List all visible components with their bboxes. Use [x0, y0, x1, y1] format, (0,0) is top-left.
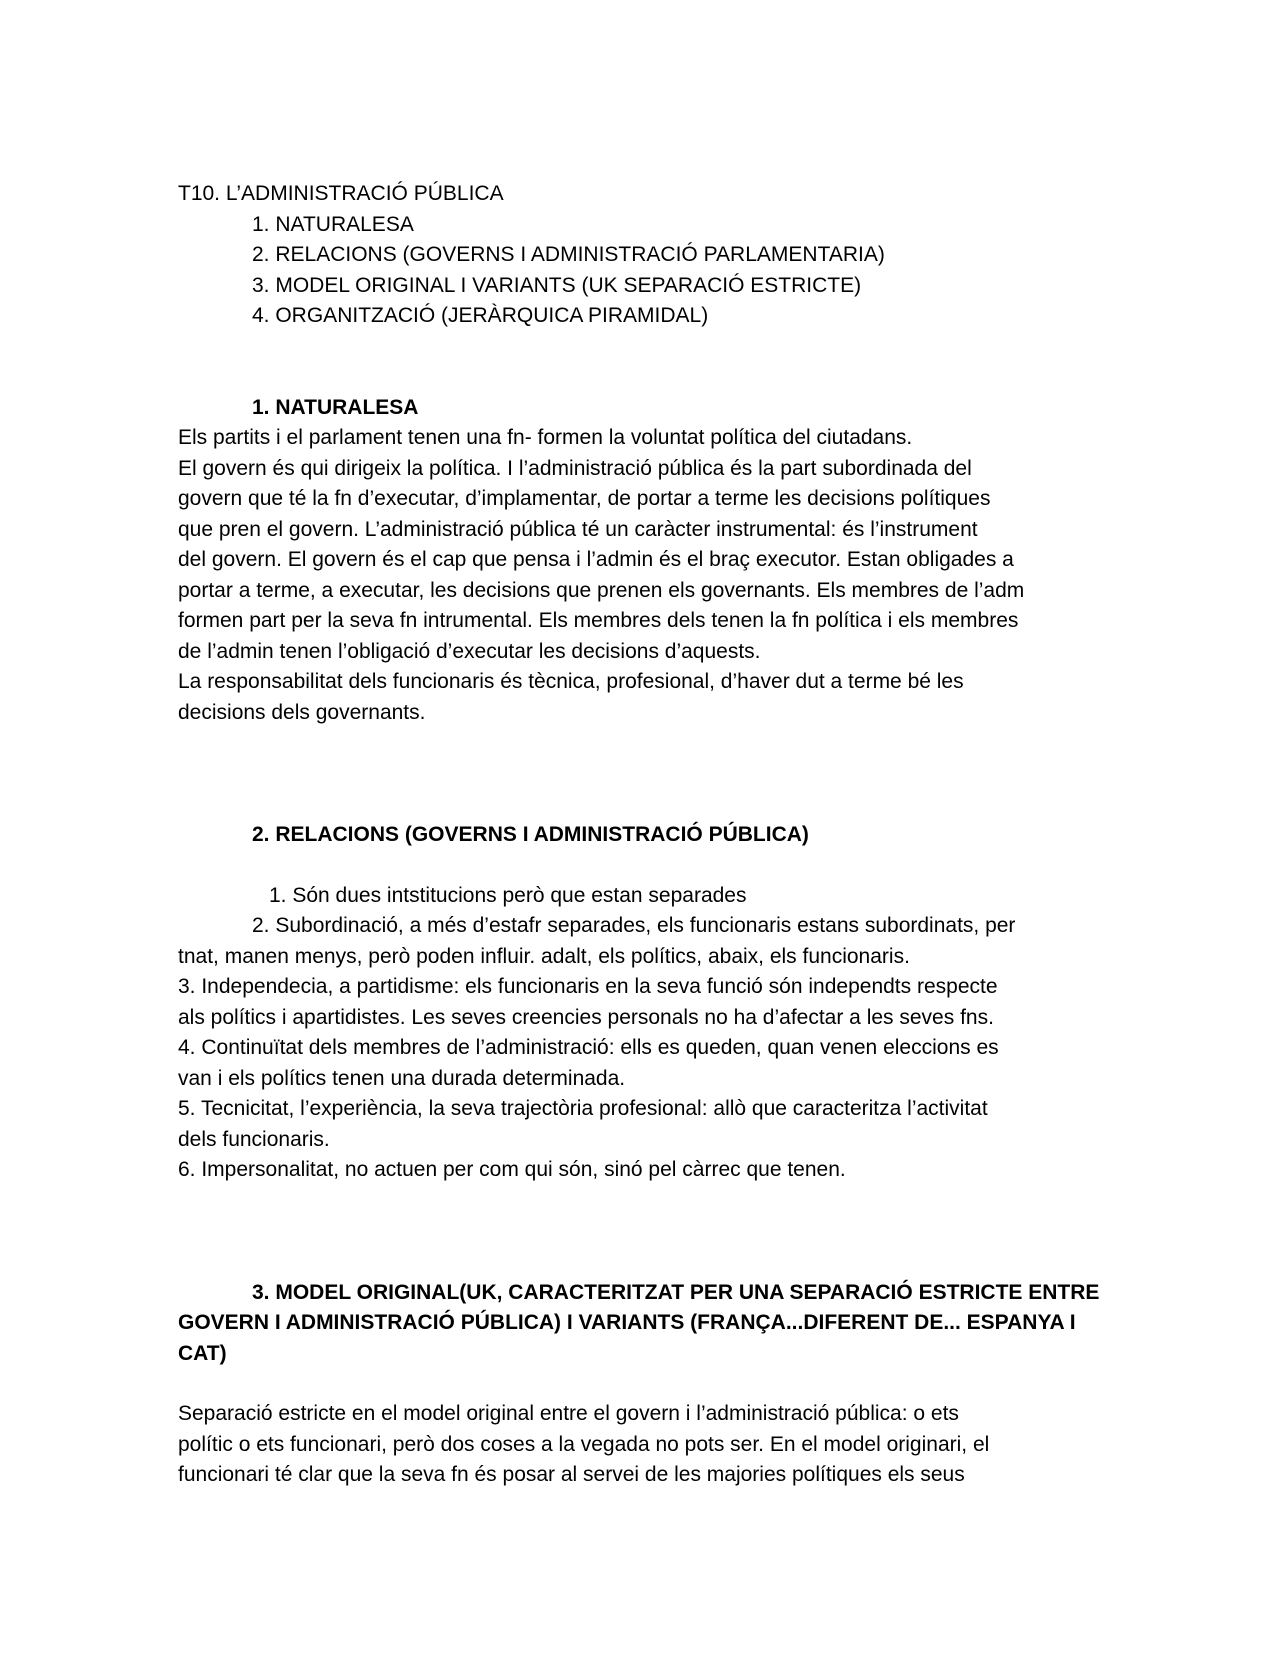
paragraph-line: decisions dels governants.	[178, 700, 426, 724]
paragraph-line: dels funcionaris.	[178, 1127, 330, 1151]
section-heading: 1. NATURALESA	[252, 395, 419, 419]
list-item: 4. Continuïtat dels membres de l’administració: ells es queden, quan venen eleccions es	[178, 1036, 999, 1059]
document-page	[178, 179, 1118, 1491]
list-item: 3. Independecia, a partidisme: els funcionaris en la seva funció són independts respecte	[178, 975, 998, 998]
paragraph-line: portar a terme, a executar, les decisions que prenen els governants. Els membres de l’adm	[178, 578, 1025, 602]
toc-item: 1. NATURALESA	[252, 212, 414, 236]
section-model-original	[178, 1278, 1118, 1491]
paragraph-line: formen part per la seva fn intrumental. Els membres dels tenen la fn política i els membres	[178, 609, 1019, 632]
paragraph-line: Els partits i el parlament tenen una fn- formen la voluntat política del ciutadans.	[178, 426, 913, 449]
section-naturalesa	[178, 393, 1118, 729]
section-relacions	[178, 820, 1118, 1186]
toc-item: 3. MODEL ORIGINAL I VARIANTS (UK SEPARACIÓ ESTRICTE)	[252, 273, 862, 297]
section-heading: CAT)	[178, 1341, 227, 1365]
paragraph-line: El govern és qui dirigeix la política. I l’administració pública és la part subordinada del	[178, 456, 972, 480]
paragraph-line: de l’admin tenen l’obligació d’executar les decisions d’aquests.	[178, 639, 761, 663]
section-heading: 2. RELACIONS (GOVERNS I ADMINISTRACIÓ PÚBLICA)	[252, 823, 809, 846]
paragraph-line: del govern. El govern és el cap que pensa i l’admin és el braç executor. Estan obligades a	[178, 548, 1014, 571]
paragraph-line: funcionari té clar que la seva fn és posar al servei de les majories polítiques els seus	[178, 1463, 965, 1486]
toc-item: 2. RELACIONS (GOVERNS I ADMINISTRACIÓ PARLAMENTARIA)	[252, 243, 885, 266]
section-heading: GOVERN I ADMINISTRACIÓ PÚBLICA) I VARIANTS (FRANÇA...DIFERENT DE... ESPANYA I	[178, 1311, 1076, 1334]
paragraph-line: Separació estricte en el model original entre el govern i l’administració pública: o ets	[178, 1402, 959, 1425]
paragraph-line: govern que té la fn d’executar, d’implamentar, de portar a terme les decisions polítiques	[178, 487, 991, 510]
toc-item: 4. ORGANITZACIÓ (JERÀRQUICA PIRAMIDAL)	[252, 304, 709, 327]
paragraph-line: La responsabilitat dels funcionaris és tècnica, profesional, d’haver dut a terme bé les	[178, 670, 964, 693]
table-of-contents	[178, 210, 1118, 332]
paragraph-line: van i els polítics tenen una durada determinada.	[178, 1066, 626, 1090]
document-title: T10. L’ADMINISTRACIÓ PÚBLICA	[178, 182, 504, 205]
paragraph-line: als polítics i apartidistes. Les seves creencies personals no ha d’afectar a les seves fns.	[178, 1005, 994, 1029]
list-item: 1. Són dues intstitucions però que estan separades	[269, 883, 747, 907]
section-heading: 3. MODEL ORIGINAL(UK, CARACTERITZAT PER UNA SEPARACIÓ ESTRICTE ENTRE	[252, 1280, 1100, 1304]
paragraph-line: que pren el govern. L’administració pública té un caràcter instrumental: és l’instrument	[178, 517, 978, 541]
list-item: 5. Tecnicitat, l’experiència, la seva trajectòria profesional: allò que caracteritza l’activitat	[178, 1097, 988, 1120]
paragraph-line: polític o ets funcionari, però dos coses a la vegada no pots ser. En el model originari, el	[178, 1432, 990, 1456]
list-item: 2. Subordinació, a més d’estafr separades, els funcionaris estans subordinats, per	[252, 914, 1016, 937]
list-item: 6. Impersonalitat, no actuen per com qui són, sinó pel càrrec que tenen.	[178, 1158, 846, 1181]
paragraph-line: tnat, manen menys, però poden influir. adalt, els polítics, abaix, els funcionaris.	[178, 944, 910, 968]
